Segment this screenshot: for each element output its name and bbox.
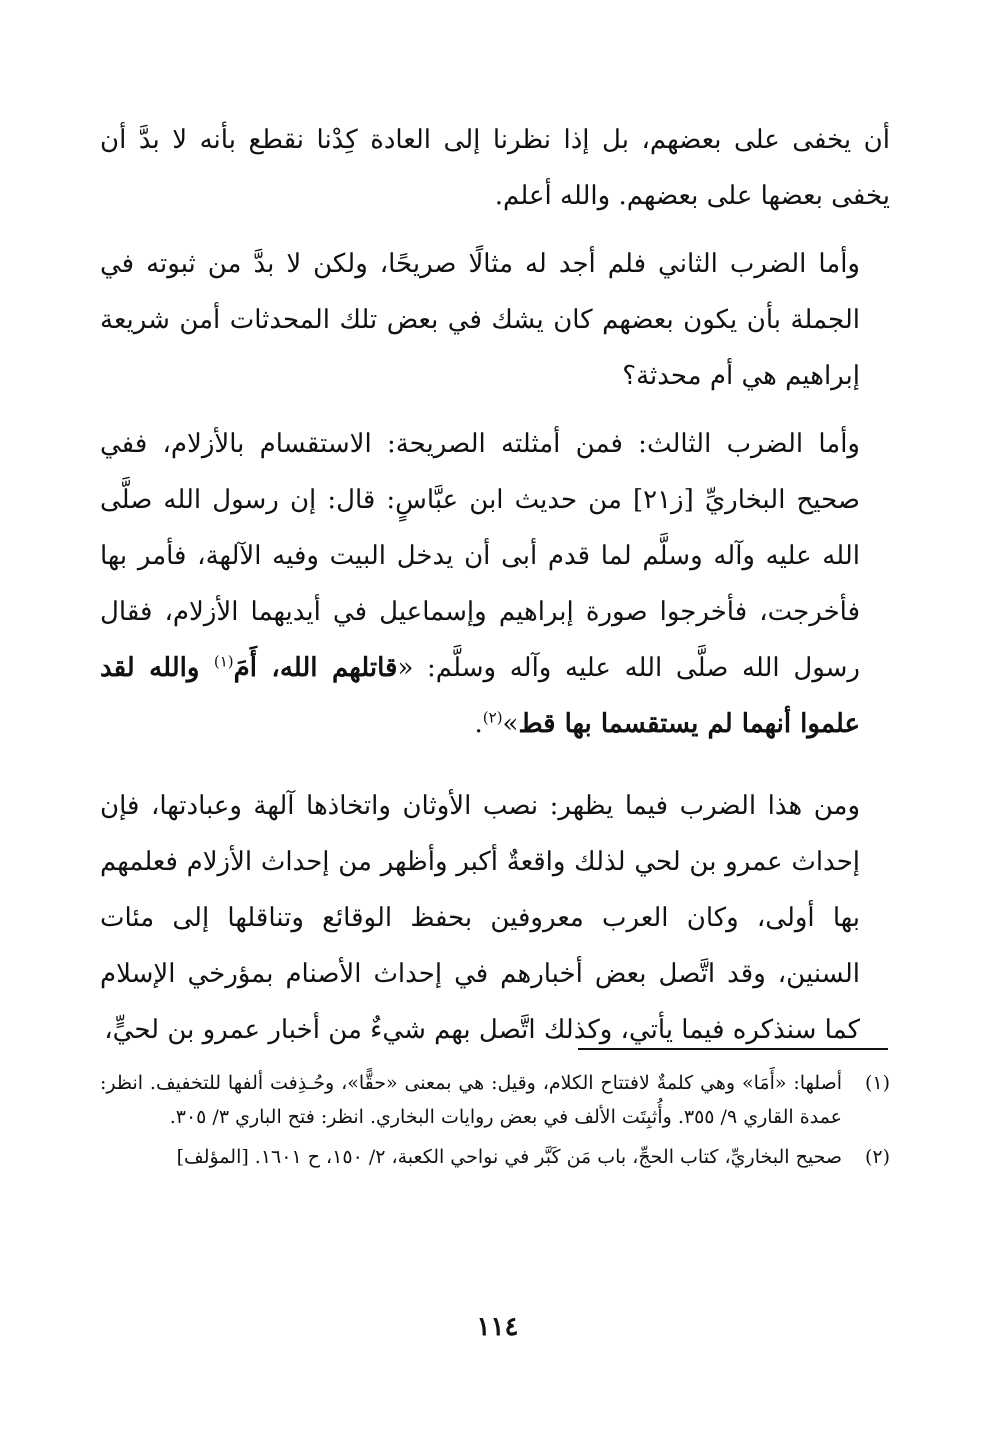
- paragraph-3-end: .: [474, 709, 483, 739]
- hadith-quote-part-1: قاتلهم الله، أَمَ: [233, 653, 398, 683]
- main-text: [100, 112, 890, 1058]
- footnote-1-text: أصلها: «أَمَا» وهي كلمةٌ لافتتاح الكلام، وقيل: هي بمعنى «حقًّا»، وحُـذِفت ألفها للتخفيف. انظر: عمدة القاري ٩/ ٣٥٥. وأُثبِتَت الألف في بعض روايات البخاري. انظر: فتح الباري ٣/ ٣٠٥.: [100, 1072, 842, 1128]
- paragraph-1: أن يخفى على بعضهم، بل إذا نظرنا إلى العادة كِدْنا نقطع بأنه لا بدَّ أن يخفى بعضها على بعضهم. والله أعلم.: [100, 125, 890, 211]
- footnotes: [100, 1066, 890, 1180]
- quote-close: »: [502, 709, 519, 739]
- footnote-2-text: صحيح البخاريِّ، كتاب الحجِّ، باب مَن كَبَّر في نواحي الكعبة، ٢/ ١٥٠، ح ١٦٠١. [المؤلف]: [176, 1146, 842, 1168]
- footnote-2: [100, 1140, 890, 1174]
- hadith-quote-part-2: والله لقد علموا أنهما لم يستقسما بها قط: [100, 653, 860, 739]
- page-number: ١١٤: [476, 1312, 519, 1342]
- paragraph-3: [100, 416, 890, 752]
- footnote-divider: [578, 1048, 888, 1050]
- footnote-1: [100, 1066, 890, 1134]
- footnote-ref-1[interactable]: (١): [213, 652, 234, 671]
- footnote-ref-2[interactable]: (٢): [482, 708, 503, 727]
- paragraph-2: وأما الضرب الثاني فلم أجد له مثالًا صريحًا، ولكن لا بدَّ من ثبوته في الجملة بأن يكون بعضهم كان يشك في بعض تلك المحدثات أمن شريعة إبراهيم هي أم محدثة؟: [100, 249, 860, 391]
- footnote-2-number: (٢): [864, 1146, 890, 1168]
- footnote-1-number: (١): [864, 1072, 890, 1094]
- paragraph-3-intro: وأما الضرب الثالث: فمن أمثلته الصريحة: الاستقسام بالأزلام، ففي صحيح البخاريِّ [ز٢١] من حديث ابن عبَّاسٍ: قال: إن رسول الله صلَّى الله عليه وآله وسلَّم لما قدم أبى أن يدخل البيت وفيه الآلهة، فأمر بها فأخرجت، فأخرجوا صورة إبراهيم وإسماعيل في أيديهما الأزلام، فقال رسول الله صلَّى الله عليه وآله وسلَّم: «: [100, 429, 860, 683]
- paragraph-4: ومن هذا الضرب فيما يظهر: نصب الأوثان واتخاذها آلهة وعبادتها، فإن إحداث عمرو بن لحي لذلك واقعةٌ أكبر وأظهر من إحداث الأزلام فعلمهم بها أولى، وكان العرب معروفين بحفظ الوقائع وتناقلها إلى مئات السنين، وقد اتَّصل بعض أخبارهم في إحداث الأصنام بمؤرخي الإسلام كما سنذكره فيما يأتي، وكذلك اتَّصل بهم شيءٌ من أخبار عمرو بن لحيٍّ،: [100, 791, 860, 1045]
